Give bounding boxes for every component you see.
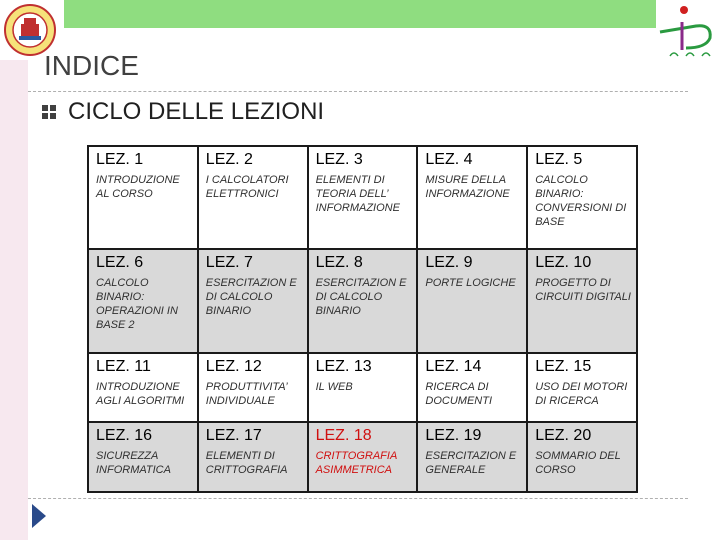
table-row	[88, 249, 637, 352]
top-accent-bar	[64, 0, 656, 28]
lesson-desc: ESERCITAZION E DI CALCOLO BINARIO	[315, 277, 407, 318]
lesson-label: LEZ. 3	[315, 151, 363, 168]
lesson-label: LEZ. 16	[96, 427, 153, 445]
lesson-cell	[198, 146, 308, 249]
lesson-desc: MISURE DELLA INFORMAZIONE	[425, 174, 510, 200]
lesson-label: LEZ. 2	[205, 151, 253, 168]
table-row	[88, 353, 637, 423]
lesson-cell	[198, 249, 308, 352]
lesson-label: LEZ. 5	[535, 151, 583, 168]
lesson-cell	[527, 422, 637, 492]
lesson-label: LEZ. 9	[425, 254, 473, 272]
lesson-label: LEZ. 20	[535, 427, 592, 445]
lesson-desc: CALCOLO BINARIO: OPERAZIONI IN BASE 2	[96, 277, 178, 332]
lesson-label: LEZ. 18	[315, 427, 372, 445]
bullet-item	[42, 100, 324, 124]
lesson-cell	[527, 146, 637, 249]
lesson-desc: SICUREZZA INFORMATICA	[96, 450, 171, 477]
lesson-cell	[88, 249, 198, 352]
bullet-text: CICLO DELLE LEZIONI	[68, 98, 325, 125]
lesson-cell	[417, 422, 527, 492]
lesson-label: LEZ. 8	[315, 254, 363, 272]
university-seal-icon	[4, 4, 56, 56]
lesson-desc: PRODUTTIVITA’ INDIVIDUALE	[205, 380, 288, 407]
lesson-label: LEZ. 4	[425, 151, 473, 168]
lesson-cell-highlighted	[308, 422, 418, 492]
lesson-desc: IL WEB	[315, 380, 353, 393]
lesson-label: LEZ. 11	[96, 357, 151, 375]
square-bullet-icon	[42, 105, 56, 119]
table-row	[88, 422, 637, 492]
lesson-label: LEZ. 17	[205, 427, 262, 445]
lesson-label: LEZ. 7	[205, 254, 253, 272]
lesson-desc: ESERCITAZION E GENERALE	[425, 450, 517, 477]
lesson-desc: SOMMARIO DEL CORSO	[535, 450, 621, 477]
lesson-cell	[308, 353, 418, 423]
lesson-cell	[417, 353, 527, 423]
lesson-cell	[88, 353, 198, 423]
lesson-desc: ELEMENTI DI TEORIA DELL’ INFORMAZIONE	[315, 174, 400, 214]
lesson-desc: ELEMENTI DI CRITTOGRAFIA	[205, 450, 288, 477]
lesson-cell	[198, 422, 308, 492]
bottom-divider	[28, 498, 688, 499]
lesson-desc: INTRODUZIONE AL CORSO	[96, 174, 180, 200]
lesson-label: LEZ. 14	[425, 357, 482, 375]
lesson-desc: PORTE LOGICHE	[425, 277, 516, 290]
lesson-cell	[527, 249, 637, 352]
lesson-label: LEZ. 6	[96, 254, 144, 272]
brand-logo-icon	[656, 4, 716, 60]
lesson-cell	[88, 146, 198, 249]
lesson-desc: PROGETTO DI CIRCUITI DIGITALI	[535, 277, 631, 304]
lesson-desc: I CALCOLATORI ELETTRONICI	[205, 174, 289, 200]
lesson-cell	[88, 422, 198, 492]
lesson-cell	[417, 146, 527, 249]
side-accent-bar	[0, 60, 28, 540]
lesson-cell	[198, 353, 308, 423]
lesson-desc: ESERCITAZION E DI CALCOLO BINARIO	[205, 277, 297, 318]
top-divider	[28, 91, 688, 92]
lesson-label: LEZ. 13	[315, 357, 372, 375]
lesson-label: LEZ. 10	[535, 254, 592, 272]
lesson-desc: RICERCA DI DOCUMENTI	[425, 380, 492, 407]
lessons-table	[87, 145, 638, 493]
lesson-desc: INTRODUZIONE AGLI ALGORITMI	[96, 380, 185, 407]
lesson-desc: CRITTOGRAFIA ASIMMETRICA	[315, 450, 397, 477]
play-triangle-icon[interactable]	[32, 504, 46, 528]
lesson-label: LEZ. 15	[535, 357, 592, 375]
lesson-cell	[308, 249, 418, 352]
lesson-label: LEZ. 1	[96, 151, 144, 168]
lesson-desc: USO DEI MOTORI DI RICERCA	[535, 380, 628, 407]
table-row	[88, 146, 637, 249]
lesson-desc: CALCOLO BINARIO: CONVERSIONI DI BASE	[535, 174, 627, 228]
page-title: INDICE	[44, 50, 139, 81]
lesson-cell	[417, 249, 527, 352]
lesson-cell	[527, 353, 637, 423]
lesson-cell	[308, 146, 418, 249]
lesson-label: LEZ. 12	[205, 357, 262, 375]
lesson-label: LEZ. 19	[425, 427, 482, 445]
